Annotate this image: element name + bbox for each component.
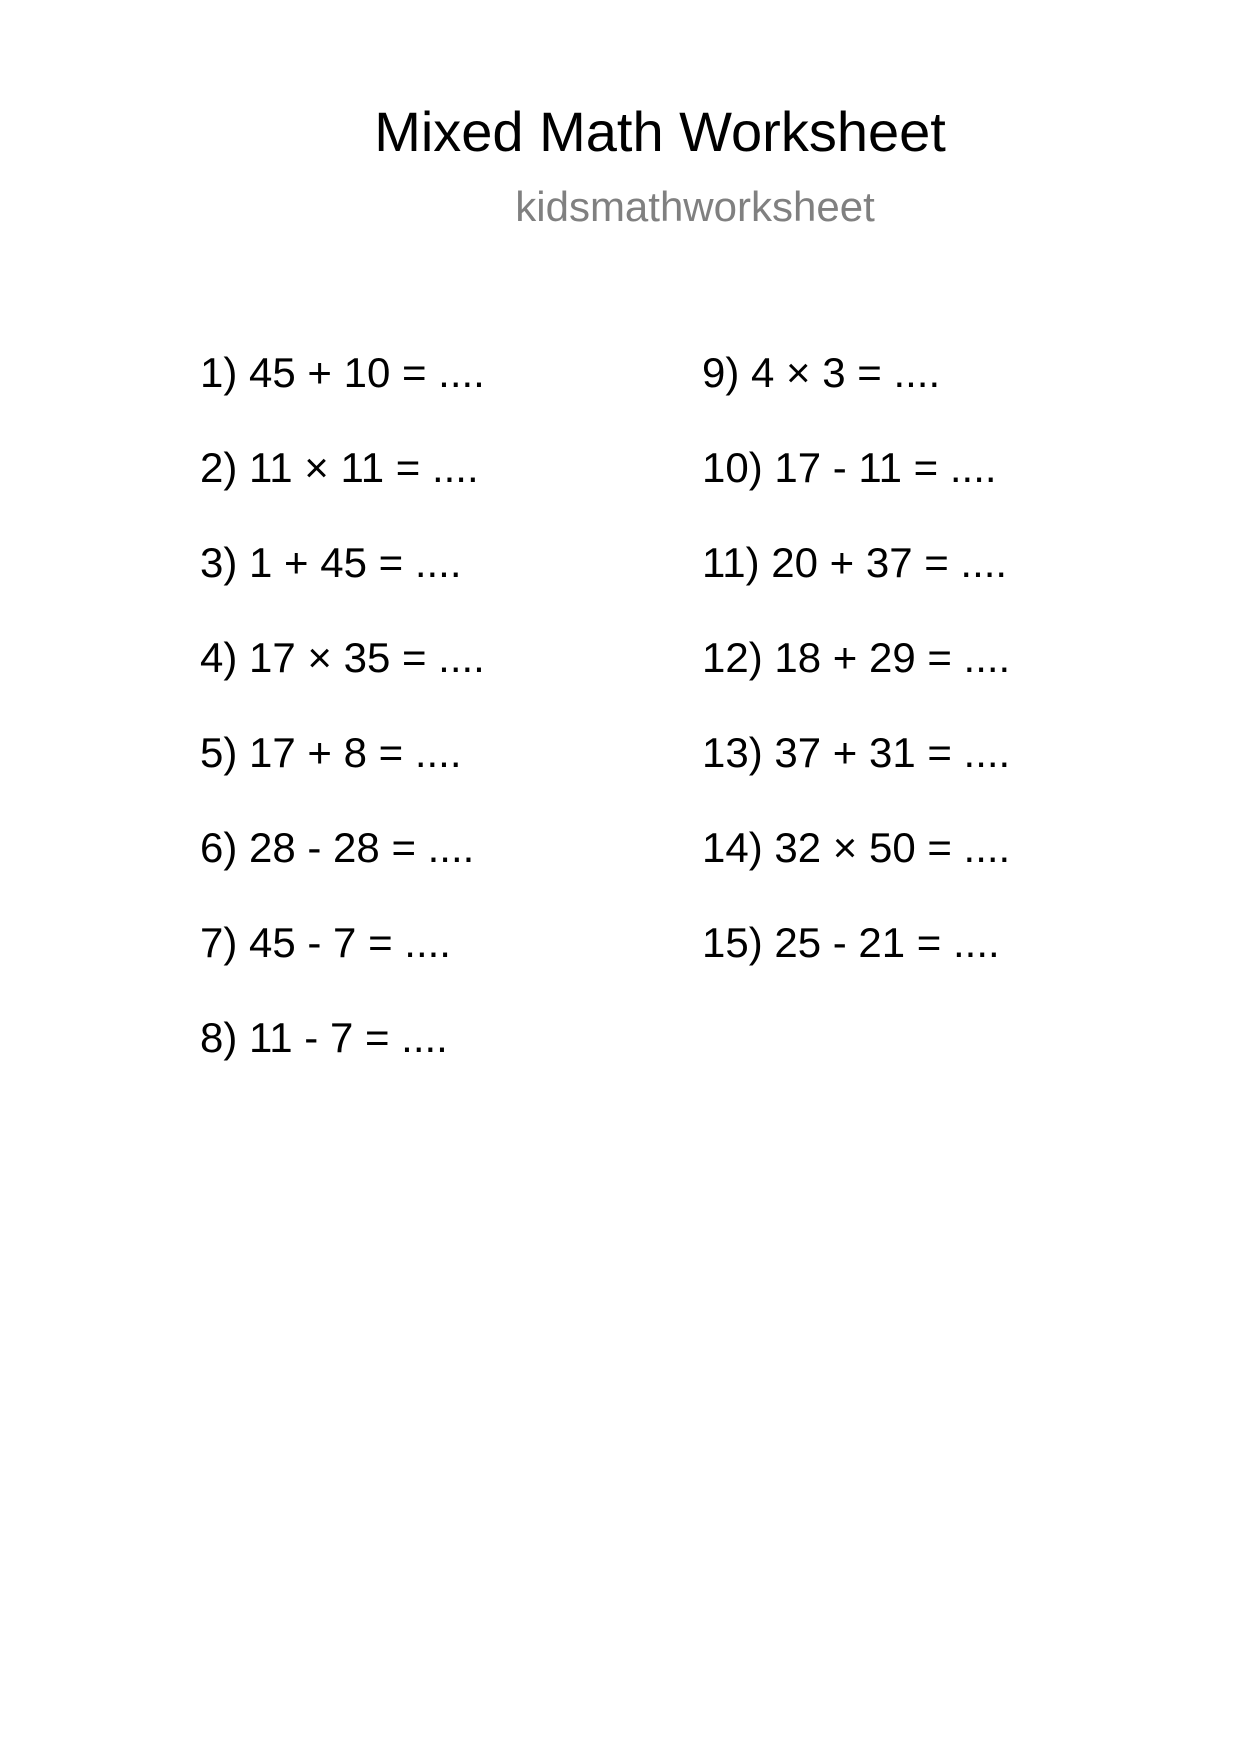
math-problem-8: 8) 11 - 7 = .... — [200, 1014, 448, 1061]
math-problem-15: 15) 25 - 21 = .... — [702, 919, 1000, 966]
math-problem-7: 7) 45 - 7 = .... — [200, 919, 451, 966]
math-problem-2: 2) 11 × 11 = .... — [200, 444, 479, 491]
worksheet-title: Mixed Math Worksheet — [374, 100, 946, 163]
problems-right-column — [702, 348, 1010, 1013]
math-problem-13: 13) 37 + 31 = .... — [702, 729, 1011, 776]
worksheet-subtitle: kidsmathworksheet — [515, 183, 875, 230]
math-problem-9: 9) 4 × 3 = .... — [702, 349, 941, 396]
math-problem-1: 1) 45 + 10 = .... — [200, 349, 485, 396]
math-problem-11: 11) 20 + 37 = .... — [702, 539, 1008, 586]
math-problem-5: 5) 17 + 8 = .... — [200, 729, 462, 776]
math-problem-12: 12) 18 + 29 = .... — [702, 634, 1011, 681]
math-problem-10: 10) 17 - 11 = .... — [702, 444, 997, 491]
math-problem-6: 6) 28 - 28 = .... — [200, 824, 475, 871]
problems-left-column — [200, 348, 485, 1108]
math-problem-3: 3) 1 + 45 = .... — [200, 539, 462, 586]
math-problem-4: 4) 17 × 35 = .... — [200, 634, 485, 681]
math-problem-14: 14) 32 × 50 = .... — [702, 824, 1011, 871]
